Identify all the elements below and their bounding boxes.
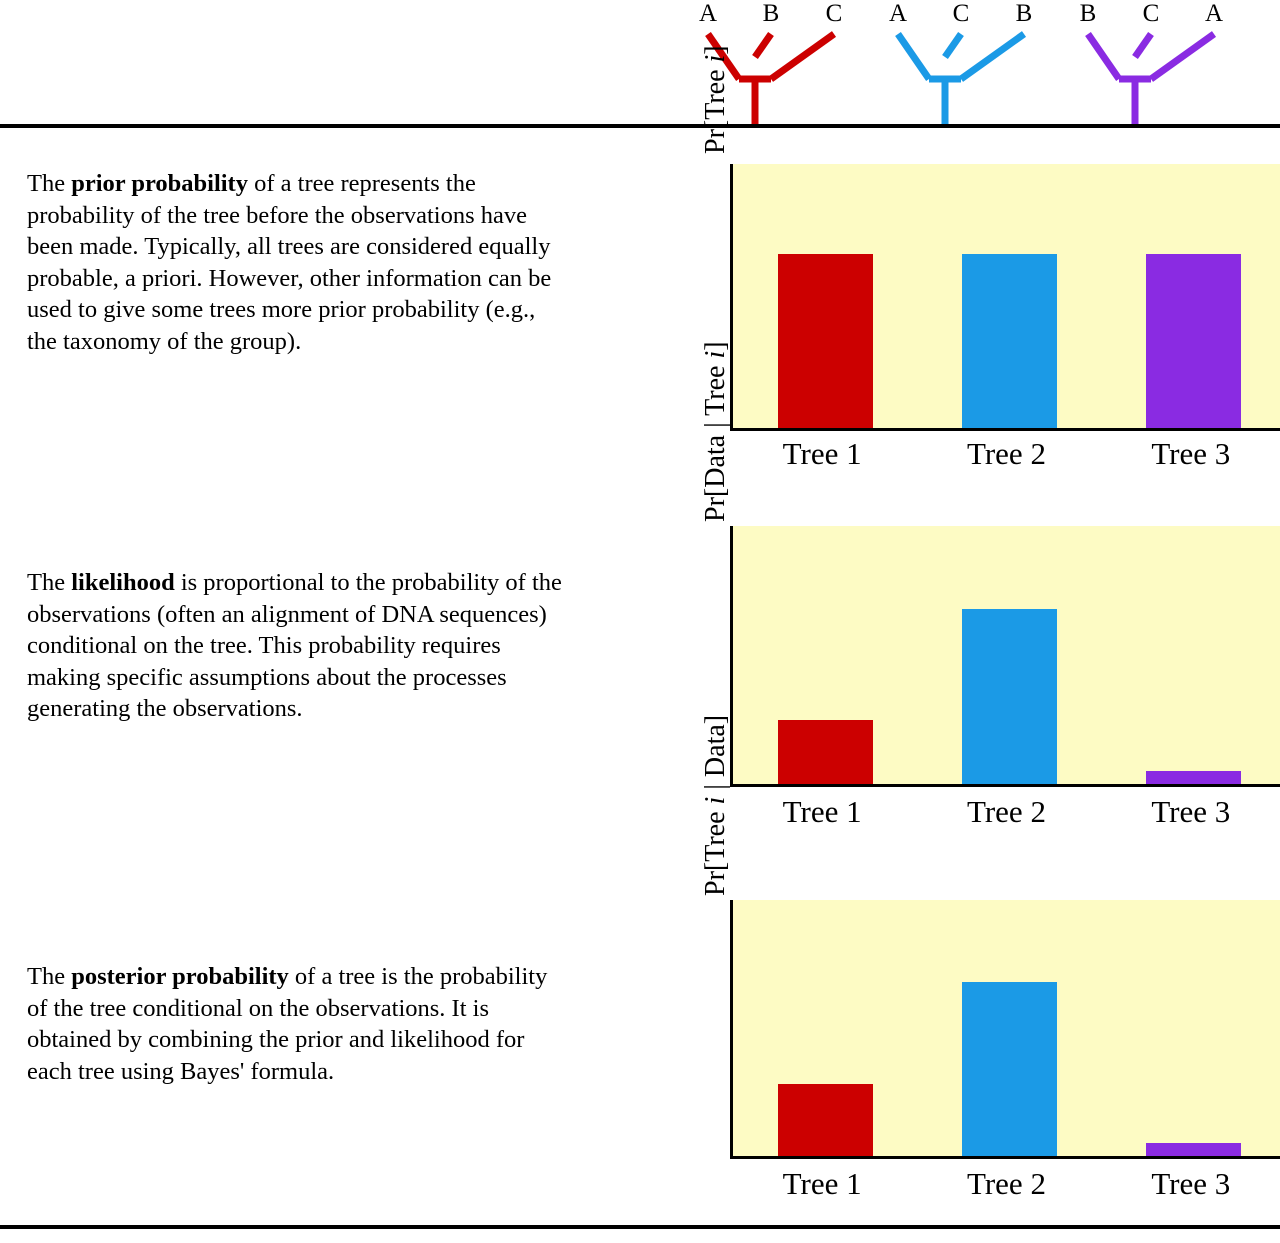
tree-3-branches — [1056, 24, 1246, 124]
section-likelihood — [0, 341, 1280, 862]
prior-text-lead: The — [27, 170, 72, 197]
likelihood-x-axis-labels — [730, 794, 1280, 830]
taxon-label: B — [762, 0, 780, 27]
section-posterior — [0, 714, 1280, 1226]
likelihood-text-lead: The — [27, 569, 72, 596]
bar-tree-1 — [778, 1084, 873, 1156]
likelihood-text-rest: is proportional to the probability of the observations (often an alignment of DNA sequences) conditional on the tree. This probability requires making specific assumptions about the processes generating the observations. — [27, 569, 562, 722]
taxon-label: B — [1015, 0, 1033, 27]
x-tick-label: Tree 3 — [1151, 436, 1231, 471]
prior-bars — [733, 164, 1280, 428]
taxon-label: C — [952, 0, 970, 27]
x-tick-label: Tree 3 — [1151, 1166, 1231, 1201]
x-tick-label: Tree 1 — [782, 1166, 862, 1201]
tree-2-branches — [866, 24, 1056, 124]
taxon-label: C — [1142, 0, 1160, 27]
x-tick-label: Tree 3 — [1151, 794, 1231, 829]
likelihood-text-bold: likelihood — [71, 569, 175, 596]
bar-tree-1 — [778, 254, 873, 428]
posterior-description — [27, 961, 562, 1087]
bar-tree-3 — [1146, 254, 1241, 428]
bar-tree-3 — [1146, 1143, 1241, 1156]
posterior-x-axis-labels — [730, 1166, 1280, 1202]
x-tick-label: Tree 2 — [967, 1166, 1046, 1201]
x-tick-label: Tree 1 — [782, 436, 862, 471]
likelihood-description — [27, 567, 562, 725]
tree-diagram-2 — [866, 0, 1056, 124]
posterior-y-axis-label: Pr[Tree i | Data] — [700, 714, 731, 896]
bottom-divider — [0, 1225, 1280, 1229]
likelihood-bars — [733, 526, 1280, 784]
phylogenetic-trees-panel — [0, 0, 1280, 128]
prior-description — [27, 168, 562, 357]
x-tick-label: Tree 1 — [782, 794, 862, 829]
taxon-label: A — [698, 0, 718, 27]
prior-y-axis-label: Pr[Tree i] — [700, 45, 731, 154]
x-tick-label: Tree 2 — [967, 436, 1046, 471]
posterior-bars — [733, 900, 1280, 1156]
x-tick-label: Tree 2 — [967, 794, 1046, 829]
taxon-label: C — [825, 0, 843, 27]
taxon-label: B — [1079, 0, 1097, 27]
taxon-label: A — [1204, 0, 1224, 27]
prior-plot-area — [730, 164, 1280, 431]
prior-x-axis-labels — [730, 436, 1280, 472]
section-prior — [0, 45, 1280, 478]
bar-tree-2 — [962, 609, 1057, 784]
tree-diagram-3 — [1056, 0, 1246, 124]
prior-text-rest: of a tree represents the probability of the tree before the observations have been made. Typically, all trees are considered equally probable, a priori. However, other information can be used to give some trees more prior probability (e.g., the taxonomy of the group). — [27, 170, 552, 355]
bar-tree-1 — [778, 720, 873, 785]
taxon-label: A — [888, 0, 908, 27]
bar-tree-2 — [962, 982, 1057, 1156]
prior-text-bold: prior probability — [71, 170, 248, 197]
posterior-text-lead: The — [27, 963, 72, 990]
bar-tree-2 — [962, 254, 1057, 428]
posterior-plot-area — [730, 900, 1280, 1159]
bar-tree-3 — [1146, 771, 1241, 784]
posterior-text-bold: posterior probability — [71, 963, 289, 990]
likelihood-y-axis-label: Pr[Data | Tree i] — [700, 341, 731, 522]
posterior-text-rest: of a tree is the probability of the tree conditional on the observations. It is obtained by combining the prior and likelihood for each tree using Bayes' formula. — [27, 963, 548, 1085]
likelihood-plot-area — [730, 526, 1280, 787]
